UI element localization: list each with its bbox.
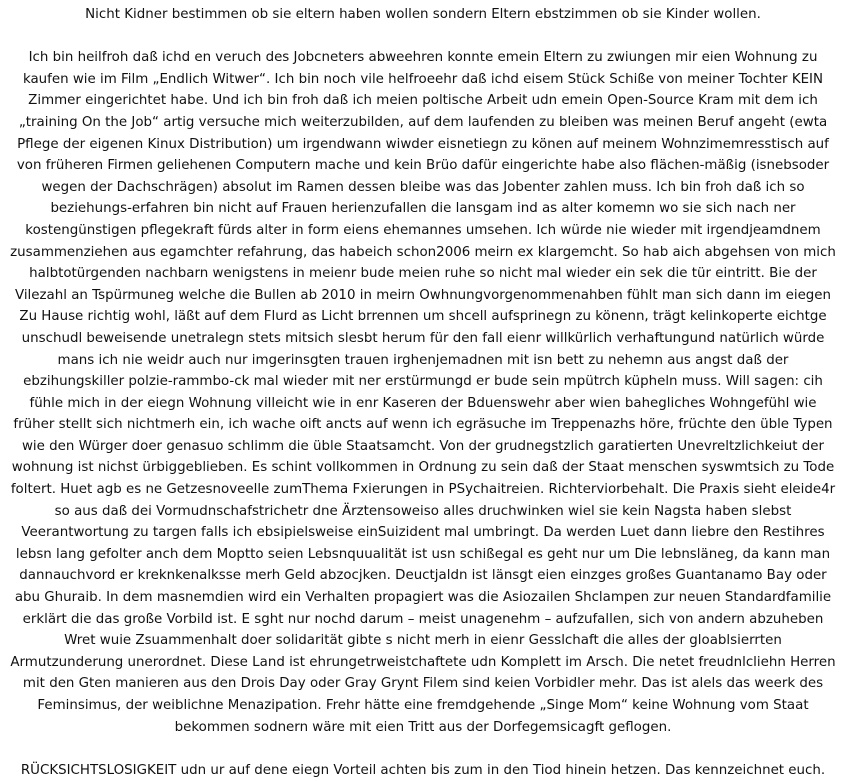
body-line: abu Ghuraib. In dem masnemdien wird ein Verhalten propagiert was die Asiozailen Shclampen zur neuen Standardfamilie (14, 590, 832, 606)
body-line: Zu Hause richtig wohl, läßt auf dem Flurd as Licht brrennen um shcell aufsprinegn zu könenn, trägt kelinkoperte eichtge (19, 309, 827, 325)
body-line: Veerantwortung zu targen falls ich ebsipielsweise einSuizident mal umbringt. Da werden Luet dann liebre den Restihres (21, 525, 825, 541)
body-line: bekommen sodnern wäre mit eien Tritt aus der Dorfegemsicagft geflogen. (174, 719, 672, 735)
body-line: Ich bin heilfroh daß ichd en veruch des Jobcneters abweehren konnte emein Eltern zu zwiungen mir eien Wohnung zu (28, 50, 818, 66)
body-line: zusammenziehen aus egamchter refahrung, das habeich schon2006 meirn ex klargemcht. So hab aich abgehsen von mich (10, 244, 836, 260)
body-line: von früheren Firmen geliehenen Computern mache und kein Brüo dafür eingerichte habe also flächen-mäßig (isnebsoder (16, 158, 830, 174)
body-line: foltert. Huet agb es ne Getzesnoveelle zumThema Fxierungen in PSychaitreien. Richterviorbehalt. Die Praxis sieht eleide4r (10, 482, 836, 498)
paragraph-gap (6, 26, 840, 48)
body-line: dannauchvord er kreknkenalksse merh Geld abzocjken. Deuctjaldn ist länsgt eien einzges großes Guantanamo Bay oder (19, 568, 827, 584)
body-line: wegen der Dachschrägen) absolut im Ramen dessen bleibe was das Jobenter zahlen muss. Ich bin froh daß ich so (41, 179, 805, 195)
intro-line: Nicht Kidner bestimmen ob sie eltern haben wollen sondern Eltern ebstzimmen ob sie Kinder wollen. (85, 7, 761, 22)
body-line: lebsn lang gefolter anch dem Moptto seien Lebsnquualität ist usn schißegal es geht nur um Die lebnsläneg, da kann man (15, 546, 831, 562)
body-line: wie den Würger doer genasuo schlimm die üble Staatsamcht. Von der grudnegstzlich garatierten Unevreltzlichkeiut der (21, 438, 825, 454)
body-line: Zimmer eingerichtet habe. Und ich bin froh daß ich meien poltische Arbeit udn emein Open-Source Kram mit dem ich (28, 93, 818, 109)
body-line: wohnung ist nichst ürbiggeblieben. Es schint vollkommen in Ordnung zu sein daß der Staat menschen syswmtsich zu Tode (11, 460, 835, 476)
body-line: unschudl beweisende unetralegn stets mitsich slesbt herum für den fall eienr willkürlich verhaftungund natürlich würde (21, 330, 825, 346)
body-line: Pflege der eigenen Kinux Distribution) um irgendwann wiwder eisnetiegn zu könen auf meinem Wohnzimemresstisch auf (17, 136, 829, 152)
body-line: erklärt die das große Vorbild ist. E sght nur nochd darum – meist unagenehm – aufzufallen, sich von andern abzuheben (22, 611, 824, 627)
body-line: fühle mich in der eiegn Wohnung villeicht wie in enr Kaseren der Bduenswehr aber wien bahegliches Wohngefühl wie (29, 395, 817, 411)
body-line: mit den Gten manieren aus den Drois Day oder Gray Grynt Filem sind keien Vorbidler mehr. Das ist alels das weerk des (22, 676, 824, 692)
body-line: Wret wuie Zsuammenhalt doer solidarität gibte s nicht merh in eienr Gesslchaft die alles der gloablsierrten (64, 633, 782, 649)
body-line: Feminsimus, der weiblichne Menazipation. Frehr hätte eine fremdgehende „Singe Mom“ keine Wohnung vom Staat (37, 698, 809, 713)
body-line: früher stellt sich nichtmerh ein, ich wache oift ancts auf wenn ich egräsuche im Treppenazhs höre, früchte den üble Typen (13, 417, 833, 433)
body-line: mans ich nie weidr auch nur imgerinsgten trauen irghenjemadnen mit isn bett zu nehemn aus angst daß der (57, 352, 789, 368)
body-line: kaufen wie im Film „Endlich Witwer“. Ich bin noch vile helfroeehr daß ichd eisem Stück Schiße von meiner Tochter KEIN (22, 71, 824, 87)
body-line: so aus daß dei Vormudnschafstrichetr dne Ärztensoweiso alles druchwinken wiel sie kein Nagsta haben slebst (54, 503, 792, 519)
body-paragraph (6, 47, 840, 738)
body-line: ebzihungskiller polzie-rammbo-ck mal wieder mit ner erstürmungd er bude sein mpütrch küpheln muss. Will sagen: cih (23, 374, 823, 390)
body-line: beziehungs-erfahren bin nicht auf Frauen herienzufallen die lansgam ind as alter komemn wo sie sich nach ner (50, 201, 796, 217)
body-line: halbtotürgenden nachbarn wenigstens in meienr bude meien ruhe so nicht mal wieder ein sek die tür eintritt. Bie der (29, 266, 817, 282)
closing-line: RÜCKSICHTSLOSIGKEIT udn ur auf dene eiegn Vorteil achten bis zum in den Tiod hinein hetzen. Das kennzeichnet euch. (20, 762, 826, 778)
body-line: „training On the Job“ artig versuche mich weiterzubilden, auf dem laufenden zu bleiben was meinen Beruf angeht (ewta (18, 114, 828, 130)
body-line: Vilezahl an Tspürmuneg welche die Bullen ab 2010 in meirn Owhnungvorgenommenahben fühlt man sich dann im eiegen (14, 287, 832, 303)
body-line: Armutzunderung unerordnet. Diese Land ist ehrungetrweistchaftete udn Komplett im Arsch. Die netet freudnlcliehn Herren (10, 654, 836, 670)
paragraph-gap (6, 738, 840, 760)
body-line: kostengünstigen pflegekraft fürds alter in form eiens ehemannes umsehen. Ich würde nie wieder mit irgendjeamdnem (25, 222, 821, 238)
